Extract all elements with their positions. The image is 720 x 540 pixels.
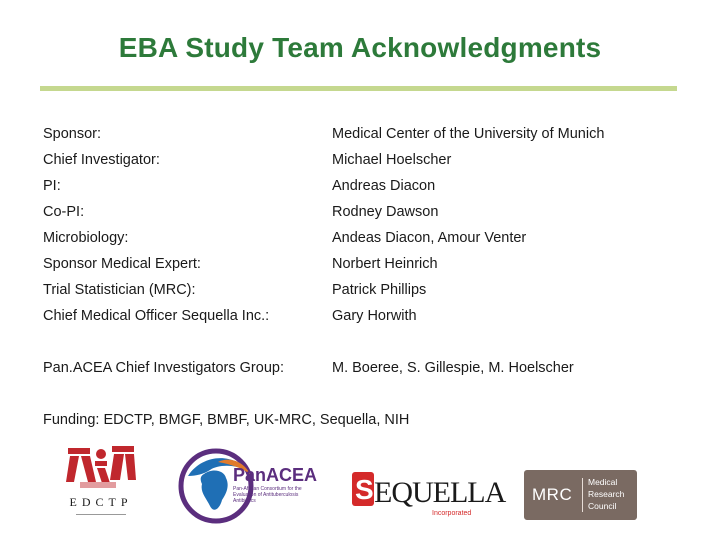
roster-role: Microbiology: [43,230,129,246]
roster-row [43,121,683,147]
page-title: EBA Study Team Acknowledgments [118,32,602,63]
roster-role: Chief Medical Officer Sequella Inc.: [43,308,270,324]
mrc-line: Medical [588,477,618,487]
edctp-logo [62,442,140,522]
roster-name: M. Boeree, S. Gillespie, M. Hoelscher [332,360,574,376]
mrc-line: Research [588,489,625,499]
roster-row [43,173,683,199]
sequella-mark-icon [350,466,506,518]
roster-row [43,199,683,225]
panacea-name: PanACEA [233,465,318,485]
roster-role: Co-PI: [43,204,85,220]
edctp-text: EDCTP [69,495,133,509]
mrc-full-name [588,476,624,512]
panacea-logo [178,446,318,526]
roster-name: Norbert Heinrich [332,256,438,272]
roster-name: Michael Hoelscher [332,152,452,168]
svg-text:S: S [355,474,374,505]
roster-name: Andreas Diacon [332,178,436,194]
roster-name: Rodney Dawson [332,204,439,220]
mrc-abbr: MRC [532,485,573,504]
roster-row [43,147,683,173]
roster-name: Gary Horwith [332,308,417,324]
team-roster [43,121,683,381]
edctp-emblem-icon [62,442,140,522]
roster-role: Trial Statistician (MRC): [43,282,196,298]
roster-name: Medical Center of the University of Munich [332,126,605,142]
funding-line: Funding: EDCTP, BMGF, BMBF, UK-MRC, Sequella, NIH [43,412,410,428]
panacea-tagline: Pan-African Consortium for the Evaluation of Antituberculosis Antibiotics [233,486,302,504]
roster-name: Andeas Diacon, Amour Venter [332,230,527,246]
sequella-name: EQUELLA [374,476,506,509]
mrc-logo [524,470,637,520]
roster-row [43,277,683,303]
sequella-logo [350,466,506,518]
roster-row [43,251,683,277]
roster-row [43,225,683,251]
roster-role: Sponsor Medical Expert: [43,256,201,272]
panacea-group-row [43,355,683,381]
mrc-line: Council [588,501,617,511]
roster-role: Pan.ACEA Chief Investigators Group: [43,360,284,376]
mrc-badge [524,470,637,520]
roster-role: Chief Investigator: [43,152,160,168]
roster-name: Patrick Phillips [332,282,427,298]
roster-role: PI: [43,178,61,194]
title-underline [40,86,677,91]
mrc-divider [582,478,583,512]
roster-row [43,303,683,329]
sequella-sub: Incorporated [432,510,472,517]
roster-role: Sponsor: [43,126,102,142]
panacea-globe-icon [178,446,318,526]
